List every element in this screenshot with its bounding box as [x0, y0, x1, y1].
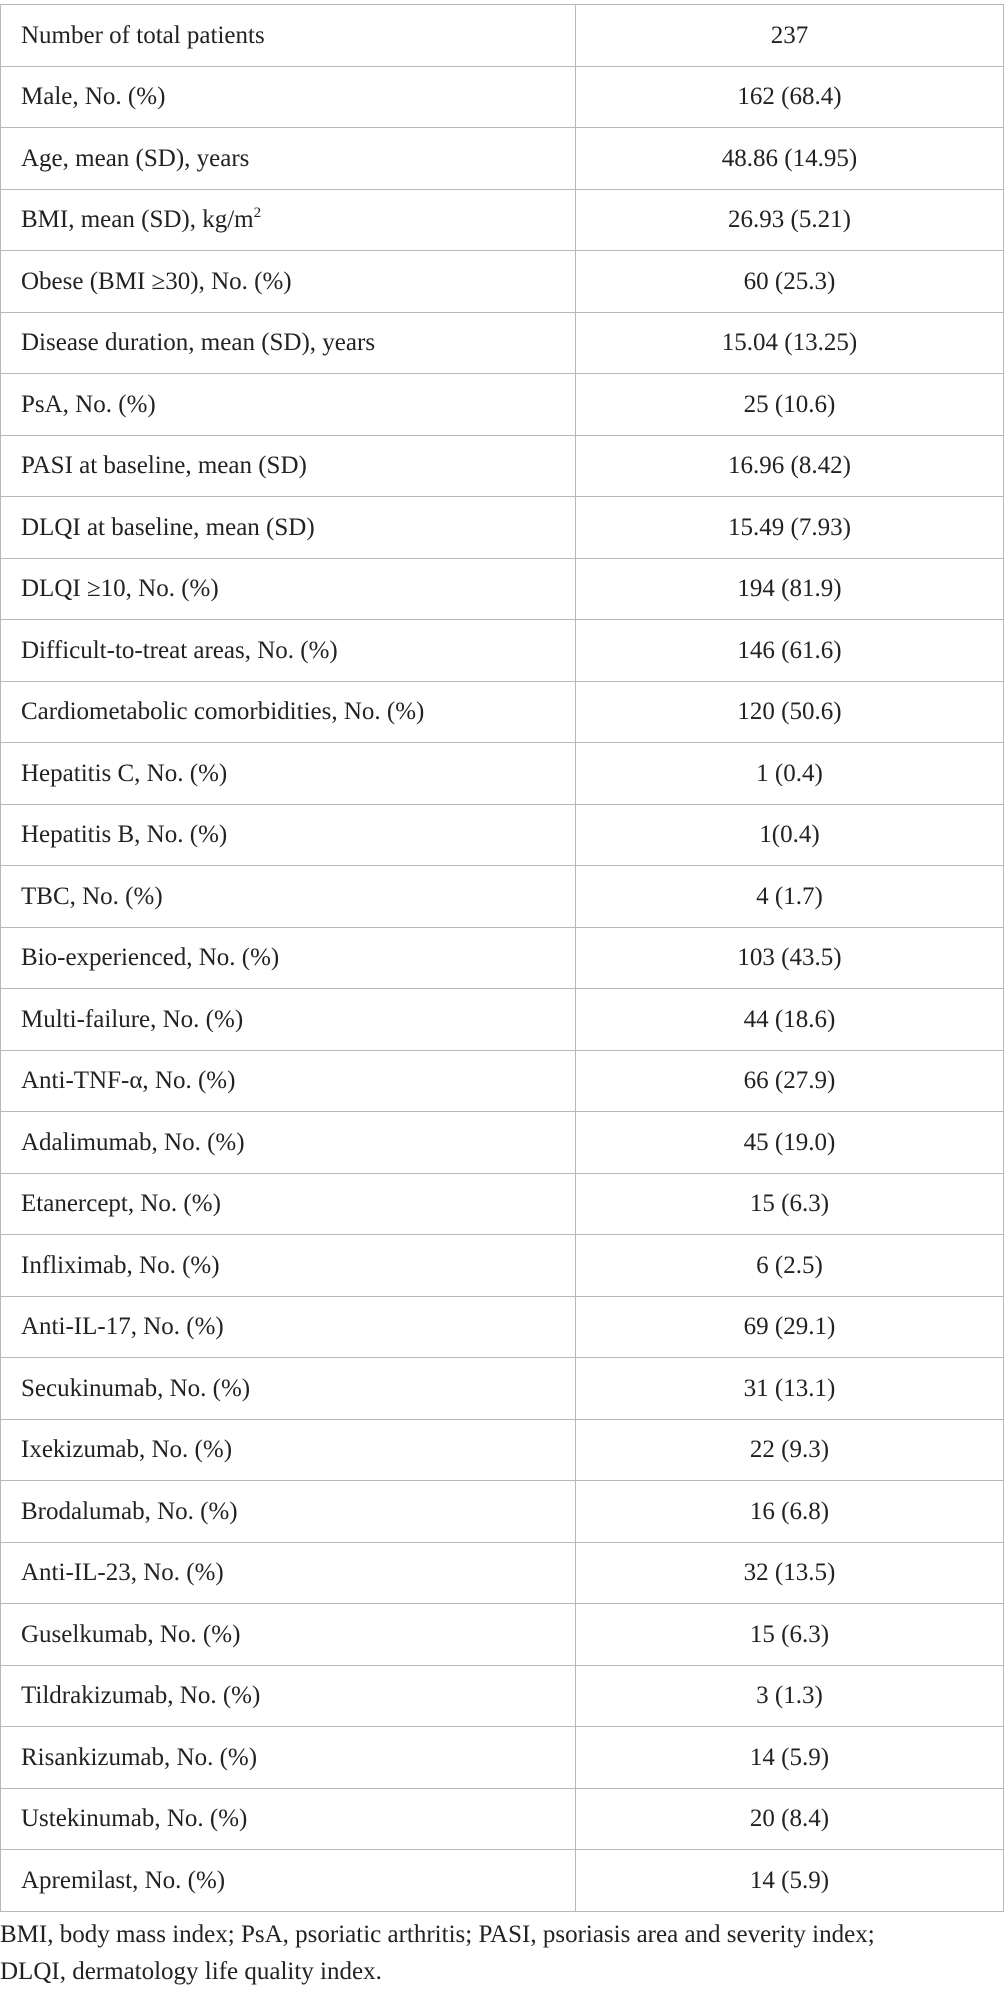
- row-value-cell: [576, 1788, 1004, 1850]
- row-label: TBC, No. (%): [21, 882, 163, 910]
- row-label-cell: [1, 312, 576, 374]
- row-value: 14 (5.9): [749, 1866, 830, 1894]
- table-row: [1, 189, 1004, 251]
- table-row: [1, 1419, 1004, 1481]
- row-label: Multi-failure, No. (%): [21, 1005, 244, 1033]
- row-label-cell: [1, 804, 576, 866]
- row-label-cell: [1, 1665, 576, 1727]
- row-value: 20 (8.4): [749, 1805, 830, 1833]
- row-label: DLQI at baseline, mean (SD): [21, 513, 315, 541]
- row-label: Disease duration, mean (SD), years: [21, 329, 376, 357]
- row-value-cell: [576, 1050, 1004, 1112]
- table-row: [1, 804, 1004, 866]
- row-value: 14 (5.9): [749, 1743, 830, 1771]
- row-value-cell: [576, 804, 1004, 866]
- table-row: [1, 1542, 1004, 1604]
- row-label-cell: [1, 1419, 576, 1481]
- row-value-cell: [576, 743, 1004, 805]
- row-value-cell: [576, 374, 1004, 436]
- row-label-cell: [1, 1481, 576, 1543]
- row-label-cell: [1, 251, 576, 313]
- row-value-cell: [576, 927, 1004, 989]
- row-label: Apremilast, No. (%): [21, 1866, 226, 1894]
- table-row: [1, 497, 1004, 559]
- row-label: Secukinumab, No. (%): [21, 1374, 251, 1402]
- row-label-cell: [1, 1296, 576, 1358]
- table-row: [1, 558, 1004, 620]
- row-label-cell: [1, 1788, 576, 1850]
- table-row: [1, 1173, 1004, 1235]
- row-label: Anti-TNF-α, No. (%): [21, 1067, 236, 1095]
- row-value: 1(0.4): [759, 821, 820, 849]
- row-value: 48.86 (14.95): [721, 144, 858, 172]
- row-label: PASI at baseline, mean (SD): [21, 452, 307, 480]
- table-row: [1, 866, 1004, 928]
- row-label-cell: [1, 497, 576, 559]
- row-value: 15.49 (7.93): [728, 513, 851, 541]
- row-value-cell: [576, 1850, 1004, 1912]
- row-label-cell: [1, 1235, 576, 1297]
- row-label-cell: [1, 1850, 576, 1912]
- row-label-cell: [1, 1542, 576, 1604]
- table-row: [1, 1112, 1004, 1174]
- row-label-cell: [1, 5, 576, 67]
- row-value: 25 (10.6): [743, 390, 836, 418]
- row-value: 44 (18.6): [743, 1005, 836, 1033]
- footnote-line-1: BMI, body mass index; PsA, psoriatic arthritis; PASI, psoriasis area and severity index;: [0, 1921, 875, 1948]
- row-label: Number of total patients: [21, 21, 265, 49]
- row-value-cell: [576, 497, 1004, 559]
- row-value: 16.96 (8.42): [728, 452, 851, 480]
- row-value-cell: [576, 620, 1004, 682]
- row-label-cell: [1, 1727, 576, 1789]
- row-value-cell: [576, 989, 1004, 1051]
- row-label-cell: [1, 620, 576, 682]
- row-value-cell: [576, 1112, 1004, 1174]
- row-label: Guselkumab, No. (%): [21, 1620, 241, 1648]
- row-label: Bio-experienced, No. (%): [21, 944, 280, 972]
- row-value: 15.04 (13.25): [721, 329, 858, 357]
- table-row: [1, 1481, 1004, 1543]
- row-value-cell: [576, 1235, 1004, 1297]
- row-label: PsA, No. (%): [21, 390, 156, 418]
- row-value-cell: [576, 1296, 1004, 1358]
- row-label: Anti-IL-23, No. (%): [21, 1559, 224, 1587]
- row-value-cell: [576, 1173, 1004, 1235]
- table-row: [1, 1665, 1004, 1727]
- footnote-line-2: DLQI, dermatology life quality index.: [0, 1958, 382, 1985]
- table-row: [1, 1727, 1004, 1789]
- row-label: Infliximab, No. (%): [21, 1251, 220, 1279]
- row-value: 60 (25.3): [743, 267, 836, 295]
- row-label-cell: [1, 866, 576, 928]
- row-value: 26.93 (5.21): [728, 206, 851, 234]
- row-label: Hepatitis C, No. (%): [21, 759, 228, 787]
- row-label-cell: [1, 743, 576, 805]
- row-value-cell: [576, 128, 1004, 190]
- row-label: Adalimumab, No. (%): [21, 1128, 245, 1156]
- row-label: Male, No. (%): [21, 83, 166, 111]
- row-value-cell: [576, 1358, 1004, 1420]
- row-label-cell: [1, 558, 576, 620]
- row-value: 32 (13.5): [743, 1559, 836, 1587]
- row-label-cell: [1, 927, 576, 989]
- table-row: [1, 312, 1004, 374]
- row-value: 22 (9.3): [749, 1436, 830, 1464]
- row-value: 120 (50.6): [737, 698, 842, 726]
- row-label-cell: [1, 1112, 576, 1174]
- row-value: 3 (1.3): [756, 1682, 823, 1710]
- row-value: 162 (68.4): [737, 83, 842, 111]
- row-value-cell: [576, 681, 1004, 743]
- table-row: [1, 1850, 1004, 1912]
- row-value-cell: [576, 312, 1004, 374]
- row-value-cell: [576, 251, 1004, 313]
- table-row: [1, 251, 1004, 313]
- table-body: [1, 5, 1004, 1912]
- row-label-cell: [1, 681, 576, 743]
- row-value-cell: [576, 189, 1004, 251]
- row-label: Risankizumab, No. (%): [21, 1743, 258, 1771]
- row-label: Cardiometabolic comorbidities, No. (%): [21, 698, 425, 726]
- row-value: 15 (6.3): [749, 1620, 830, 1648]
- row-value: 237: [770, 21, 809, 49]
- table-row: [1, 1235, 1004, 1297]
- row-label-cell: [1, 1604, 576, 1666]
- table-row: [1, 374, 1004, 436]
- row-value-cell: [576, 5, 1004, 67]
- patient-characteristics-table: [0, 4, 1004, 1912]
- table-row: [1, 5, 1004, 67]
- table-row: [1, 1604, 1004, 1666]
- table-row: [1, 1358, 1004, 1420]
- table-row: [1, 681, 1004, 743]
- row-label-cell: [1, 128, 576, 190]
- row-label: Tildrakizumab, No. (%): [21, 1682, 261, 1710]
- row-value-cell: [576, 866, 1004, 928]
- row-value: 194 (81.9): [737, 575, 842, 603]
- row-label-cell: [1, 1173, 576, 1235]
- row-value: 66 (27.9): [743, 1067, 836, 1095]
- table-row: [1, 1788, 1004, 1850]
- row-value-cell: [576, 558, 1004, 620]
- row-label: Ixekizumab, No. (%): [21, 1436, 233, 1464]
- row-label-cell: [1, 189, 576, 251]
- table-row: [1, 620, 1004, 682]
- table-row: [1, 128, 1004, 190]
- row-value-cell: [576, 1542, 1004, 1604]
- table-row: [1, 435, 1004, 497]
- row-value: 15 (6.3): [749, 1190, 830, 1218]
- row-label-cell: [1, 1050, 576, 1112]
- row-value-cell: [576, 1727, 1004, 1789]
- row-label: Age, mean (SD), years: [21, 144, 250, 172]
- row-label-cell: [1, 66, 576, 128]
- row-label: Etanercept, No. (%): [21, 1190, 221, 1218]
- row-value: 4 (1.7): [756, 882, 823, 910]
- table-row: [1, 1050, 1004, 1112]
- row-value: 16 (6.8): [749, 1497, 830, 1525]
- row-label-cell: [1, 374, 576, 436]
- row-value: 6 (2.5): [756, 1251, 823, 1279]
- row-label: BMI, mean (SD), kg/m: [21, 206, 254, 234]
- row-value: 146 (61.6): [737, 636, 842, 664]
- row-label-cell: [1, 989, 576, 1051]
- row-value: 45 (19.0): [743, 1128, 836, 1156]
- table-row: [1, 66, 1004, 128]
- table-row: [1, 927, 1004, 989]
- table-footnote: [0, 1916, 1005, 1990]
- row-value: 1 (0.4): [756, 759, 823, 787]
- row-label: Ustekinumab, No. (%): [21, 1805, 248, 1833]
- table-row: [1, 743, 1004, 805]
- row-value-cell: [576, 1604, 1004, 1666]
- row-label: Difficult-to-treat areas, No. (%): [21, 636, 338, 664]
- row-value-cell: [576, 435, 1004, 497]
- row-label-cell: [1, 1358, 576, 1420]
- row-label: Brodalumab, No. (%): [21, 1497, 238, 1525]
- row-label: Obese (BMI ≥30), No. (%): [21, 267, 292, 295]
- row-label-cell: [1, 435, 576, 497]
- row-value-cell: [576, 1419, 1004, 1481]
- table-row: [1, 1296, 1004, 1358]
- row-value: 69 (29.1): [743, 1313, 836, 1341]
- row-label: DLQI ≥10, No. (%): [21, 575, 219, 603]
- row-label-superscript: 2: [253, 205, 262, 222]
- row-value-cell: [576, 66, 1004, 128]
- row-value: 103 (43.5): [737, 944, 842, 972]
- row-label: Anti-IL-17, No. (%): [21, 1313, 224, 1341]
- row-value-cell: [576, 1665, 1004, 1727]
- row-value: 31 (13.1): [743, 1374, 836, 1402]
- row-value-cell: [576, 1481, 1004, 1543]
- table-row: [1, 989, 1004, 1051]
- row-label: Hepatitis B, No. (%): [21, 821, 228, 849]
